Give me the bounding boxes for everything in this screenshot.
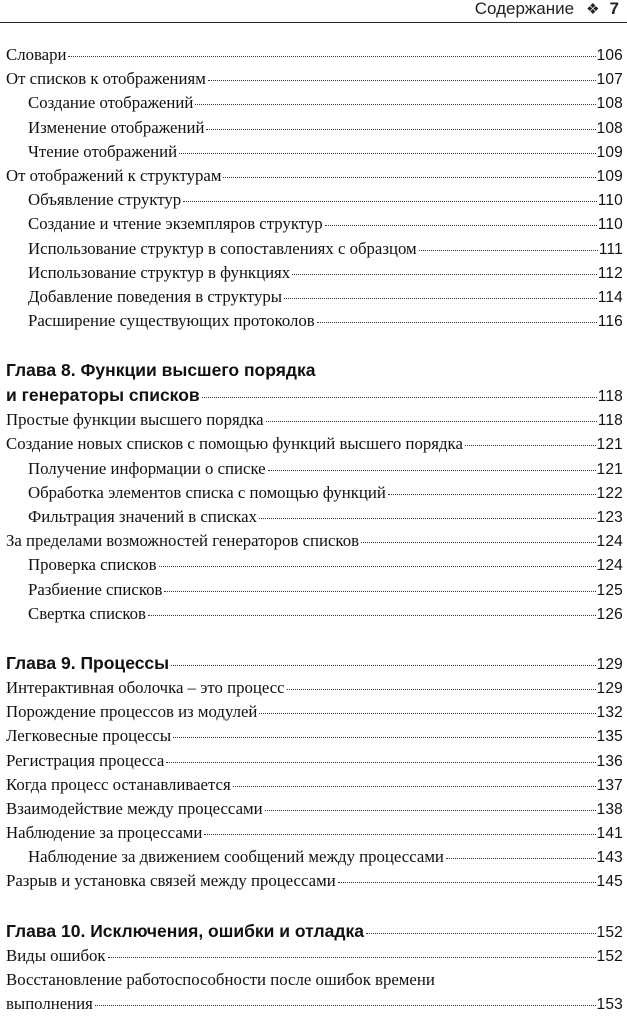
- page-number: 107: [596, 71, 623, 89]
- entry-title: Использование структур в функциях: [28, 262, 291, 282]
- dot-leader: [183, 200, 597, 202]
- dot-leader: [95, 1004, 596, 1006]
- header-section-title: Содержание: [474, 0, 575, 18]
- spacer: [6, 626, 623, 651]
- header-page-number: 7: [609, 0, 619, 18]
- page-number: 129: [596, 655, 623, 673]
- dot-leader: [366, 932, 596, 934]
- toc-subentry[interactable]: [6, 116, 623, 140]
- page-number: 122: [596, 484, 623, 502]
- page-number: 145: [596, 873, 623, 891]
- chapter-9-heading[interactable]: [6, 651, 623, 676]
- entry-title: Создание отображений: [28, 93, 194, 113]
- page-number: 109: [596, 143, 623, 161]
- entry-title: Добавление поведения в структуры: [28, 286, 283, 306]
- toc-subentry[interactable]: [6, 553, 623, 577]
- toc-subentry[interactable]: [6, 140, 623, 164]
- toc-subentry[interactable]: [6, 457, 623, 481]
- entry-title: Фильтрация значений в списках: [28, 507, 258, 526]
- dot-leader: [265, 809, 596, 811]
- dot-leader: [233, 785, 596, 787]
- page-number: 152: [596, 947, 623, 965]
- entry-title: Создание новых списков с помощью функций высшего порядка: [6, 434, 463, 454]
- entry-title: Получение информации о списке: [28, 458, 266, 478]
- dot-leader: [171, 664, 595, 666]
- entry-title-line1: Восстановление работоспособности после ошибок времени: [6, 969, 435, 989]
- dot-leader: [259, 712, 595, 714]
- toc-entry[interactable]: [6, 749, 623, 773]
- entry-title: Легковесные процессы: [6, 726, 172, 746]
- toc-subentry[interactable]: [6, 481, 623, 505]
- page-number: 138: [596, 800, 623, 818]
- page-number: 129: [596, 679, 623, 697]
- toc-subentry[interactable]: [6, 602, 623, 626]
- chapter-title-line2: и генераторы списков: [6, 385, 200, 406]
- toc-entry[interactable]: [6, 944, 623, 968]
- entry-title: Регистрация процесса: [6, 750, 165, 770]
- dot-leader: [419, 249, 598, 251]
- dot-leader: [108, 956, 596, 958]
- dot-leader: [268, 469, 596, 471]
- toc-subentry[interactable]: [6, 309, 623, 333]
- page-number: 132: [596, 704, 623, 722]
- entry-title: Взаимодействие между процессами: [6, 798, 263, 818]
- entry-title-line2: выполнения: [6, 994, 93, 1013]
- entry-title: Разрыв и установка связей между процессами: [6, 871, 336, 891]
- chapter-8-heading[interactable]: [6, 358, 623, 408]
- page-number: 109: [596, 167, 623, 185]
- dot-leader: [325, 224, 597, 226]
- page-number: 112: [597, 264, 623, 282]
- toc-entry[interactable]: [6, 43, 623, 67]
- entry-title: Свертка списков: [28, 603, 146, 623]
- toc-subentry[interactable]: [6, 285, 623, 309]
- page-number: 141: [596, 825, 623, 843]
- toc-subentry[interactable]: [6, 212, 623, 236]
- page-number: 121: [596, 460, 623, 478]
- entry-title: Простые функции высшего порядка: [6, 410, 264, 430]
- entry-title: Когда процесс останавливается: [6, 774, 231, 794]
- entry-title: Порождение процессов из модулей: [6, 702, 258, 722]
- dot-leader: [317, 321, 597, 323]
- page-number: 123: [596, 509, 623, 526]
- dot-leader: [164, 590, 595, 592]
- toc-entry[interactable]: [6, 797, 623, 821]
- dot-leader: [179, 152, 595, 154]
- toc-subentry[interactable]: [6, 505, 623, 529]
- chapter-title: Глава 10. Исключения, ошибки и отладка: [6, 920, 364, 941]
- toc-subentry[interactable]: [6, 188, 623, 212]
- toc-entry[interactable]: [6, 869, 623, 893]
- header-right: [475, 0, 619, 19]
- toc-subentry[interactable]: [6, 91, 623, 115]
- page-number: 153: [596, 996, 623, 1013]
- toc-subentry[interactable]: [6, 237, 623, 261]
- entry-title: За пределами возможностей генераторов списков: [6, 531, 360, 551]
- page-number: 124: [596, 533, 623, 551]
- entry-title: Изменение отображений: [28, 117, 205, 137]
- dot-leader: [148, 614, 596, 616]
- entry-title: Наблюдение за процессами: [6, 823, 203, 843]
- toc-entry[interactable]: [6, 432, 623, 456]
- spacer: [6, 894, 623, 919]
- entry-title: Наблюдение за движением сообщений между процессами: [28, 847, 444, 867]
- chapter-9-entries: [6, 676, 623, 894]
- chapter-title-line1: Глава 8. Функции высшего порядка: [6, 360, 316, 381]
- entry-title: Словари: [6, 45, 67, 64]
- dot-leader: [361, 541, 595, 543]
- chapter-title: Глава 9. Процессы: [6, 652, 170, 673]
- entry-title: Чтение отображений: [28, 141, 178, 161]
- toc-entry[interactable]: [6, 700, 623, 724]
- toc-entry[interactable]: [6, 67, 623, 91]
- page-number: 118: [597, 388, 623, 406]
- page-number: 106: [596, 47, 623, 64]
- page-number: 152: [596, 923, 623, 941]
- running-header: [0, 0, 627, 23]
- entry-title: Виды ошибок: [6, 945, 106, 965]
- toc-subentry[interactable]: [6, 578, 623, 602]
- entry-title: Объявление структур: [28, 190, 182, 210]
- dot-leader: [68, 55, 595, 57]
- page-number: 135: [596, 728, 623, 746]
- entry-title: Интерактивная оболочка – это процесс: [6, 677, 285, 697]
- page-number: 121: [596, 436, 623, 454]
- dot-leader: [204, 833, 595, 835]
- dot-leader: [208, 79, 596, 81]
- entry-title: От отображений к структурам: [6, 165, 222, 185]
- table-of-contents: [6, 43, 623, 1016]
- diamond-ornament-icon: ❖: [586, 1, 600, 18]
- dot-leader: [223, 176, 595, 178]
- dot-leader: [166, 761, 595, 763]
- page-number: 111: [598, 240, 623, 258]
- page-number: 114: [597, 288, 623, 306]
- page-number: 136: [596, 752, 623, 770]
- dot-leader: [202, 396, 597, 398]
- entry-title: Разбиение списков: [28, 579, 163, 599]
- toc-entry[interactable]: [6, 724, 623, 748]
- page-number: 110: [597, 216, 623, 234]
- toc-entry[interactable]: [6, 164, 623, 188]
- page-number: 125: [596, 581, 623, 599]
- entry-title: Расширение существующих протоколов: [28, 311, 315, 331]
- entry-title: Создание и чтение экземпляров структур: [28, 214, 323, 234]
- chapter-8-entries: [6, 408, 623, 626]
- page-number: 143: [596, 849, 623, 867]
- page-number: 110: [597, 192, 623, 210]
- dot-leader: [284, 297, 597, 299]
- toc-entry-multiline[interactable]: [6, 968, 623, 1016]
- chapter-10-entries: [6, 944, 623, 968]
- toc-entry[interactable]: [6, 408, 623, 432]
- toc-subentry[interactable]: [6, 261, 623, 285]
- entry-title: Использование структур в сопоставлениях с образцом: [28, 238, 417, 258]
- page-number: 137: [596, 776, 623, 794]
- spacer: [6, 333, 623, 358]
- entry-title: Обработка элементов списка с помощью функций: [28, 482, 386, 502]
- toc-entry[interactable]: [6, 529, 623, 553]
- chapter-10-heading[interactable]: [6, 919, 623, 944]
- page-number: 116: [597, 313, 623, 331]
- entry-title: От списков к отображениям: [6, 69, 206, 89]
- toc-entry[interactable]: [6, 773, 623, 797]
- dot-leader: [338, 881, 596, 883]
- dot-leader: [195, 103, 595, 105]
- dot-leader: [446, 857, 596, 859]
- dot-leader: [159, 565, 596, 567]
- dot-leader: [287, 688, 596, 690]
- dot-leader: [292, 273, 597, 275]
- page-number: 108: [596, 95, 623, 113]
- page-number: 126: [596, 605, 623, 623]
- dot-leader: [173, 736, 595, 738]
- page-number: 118: [597, 412, 623, 430]
- dot-leader: [206, 128, 595, 130]
- toc-entry[interactable]: [6, 676, 623, 700]
- entry-title: Проверка списков: [28, 555, 157, 575]
- dot-leader: [259, 517, 596, 519]
- toc-subentry[interactable]: [6, 845, 623, 869]
- page-number: 108: [596, 119, 623, 137]
- page-number: 124: [596, 557, 623, 575]
- dot-leader: [266, 420, 597, 422]
- toc-section-maps: [6, 43, 623, 333]
- dot-leader: [388, 493, 596, 495]
- dot-leader: [465, 444, 596, 446]
- toc-entry[interactable]: [6, 821, 623, 845]
